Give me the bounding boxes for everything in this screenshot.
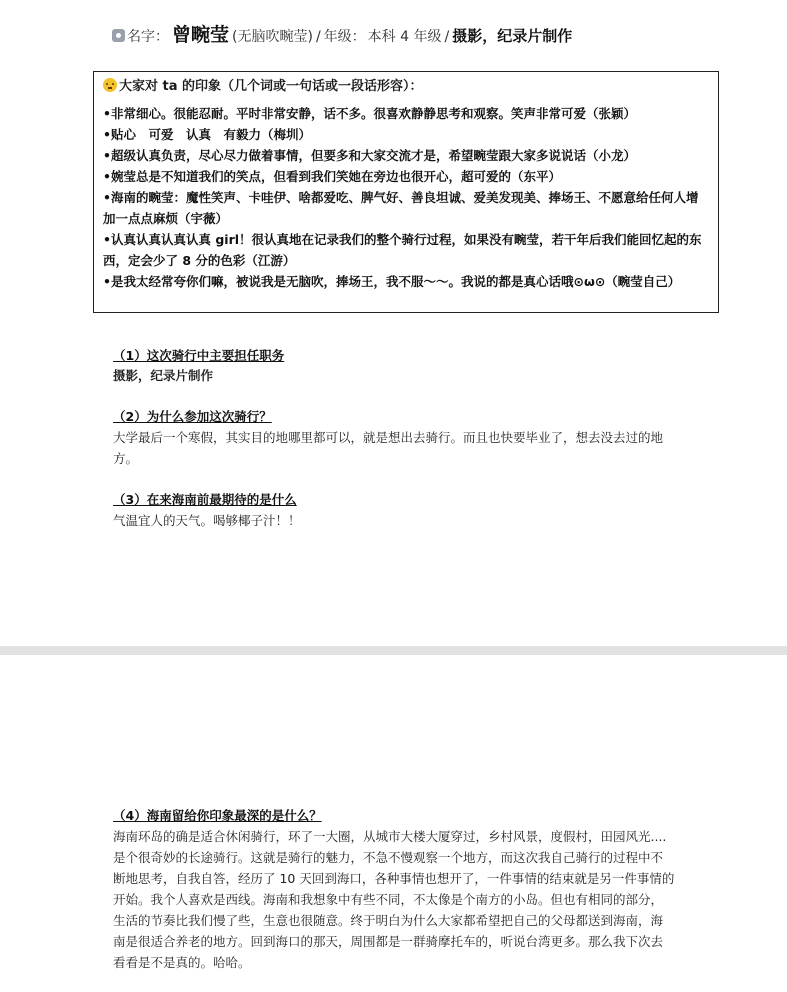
impressions-title: 大家对 ta 的印象（几个词或一句话或一段话形容）： [119,79,423,94]
impressions-box [93,71,719,313]
question-2-title: （2）为什么参加这次骑行？ [113,409,272,424]
header-separator-2: / [444,29,450,45]
grade-value: 本科 4 年级 [367,29,442,45]
thinking-face-icon [103,78,117,92]
question-3-answer: 气温宜人的天气。喝够椰子汁！！ [113,513,301,528]
profile-header [112,20,572,50]
impression-comment: •认真认真认真认真 girl！很认真地在记录我们的整个骑行过程，如果没有畹莹，若干年后我们能回忆起的东西，定会少了 8 分的色彩（江游） [103,232,702,268]
impression-comment: •贴心 可爱 认真 有毅力（梅圳） [103,127,311,142]
impression-comment: •非常细心。很能忍耐。平时非常安静，话不多。很喜欢静静思考和观察。笑声非常可爱（张颖） [103,106,636,121]
impression-comment: •海南的畹莹：魔性笑声、卡哇伊、啥都爱吃、脾气好、善良坦诚、爱美发现美、捧场王、不愿意给任何人增加一点点麻烦（宇薇） [103,190,699,226]
question-4-title: （4）海南留给你印象最深的是什么？ [113,808,322,823]
role-value: 摄影，纪录片制作 [452,27,573,45]
question-1-answer: 摄影，纪录片制作 [113,368,214,383]
page-gap [0,646,787,655]
question-3-title: （3）在来海南前最期待的是什么 [113,492,297,507]
impressions-title-row [103,76,709,100]
impression-comment: •超级认真负责，尽心尽力做着事情，但要多和大家交流才是，希望畹莹跟大家多说说话（小龙） [103,148,636,163]
grade-label: 年级： [323,29,366,45]
photo-icon [112,29,125,42]
nickname: (无脑吹畹莹) [232,29,313,45]
question-2-answer: 大学最后一个寒假，其实目的地哪里都可以，就是想出去骑行。而且也快要毕业了，想去没去过的地方。 [113,430,664,466]
impression-comment: •婉莹总是不知道我们的笑点，但看到我们笑她在旁边也很开心，超可爱的（东平） [103,169,561,184]
document-page-2 [0,655,787,992]
impressions-list [103,103,709,292]
question-4-answer: 海南环岛的确是适合休闲骑行，环了一大圈，从城市大楼大厦穿过，乡村风景，度假村，田园风光....是个很奇妙的长途骑行。这就是骑行的魅力，不急不慢观察一个地方，而这次我自己骑行的过程中不断地思考，自我自答，经历了 10 天回到海口，各种事情也想开了，一件事情的结束就是另一件事情的开始。我个人喜欢是西线。海南和我想象中有些不同，不太像是个南方的小岛。但也有相同的部分，生活的节奏比我们慢了些，生意也很随意。终于明白为什么大家都希望把自己的父母都送到海南，海南是很适合养老的地方。回到海口的那天，周围都是一群骑摩托车的，听说台湾更多。那么我下次去看看是不是真的。哈哈。 [113,829,675,970]
question-1-title: （1）这次骑行中主要担任职务 [113,348,285,363]
person-name: 曾畹莹 [172,24,230,46]
impression-comment: •是我太经常夸你们嘛，被说我是无脑吹，捧场王，我不服〜〜。我说的都是真心话哦⊙ω⊙（畹莹自己） [103,274,681,289]
name-label: 名字： [127,29,169,45]
header-separator: / [315,29,321,45]
